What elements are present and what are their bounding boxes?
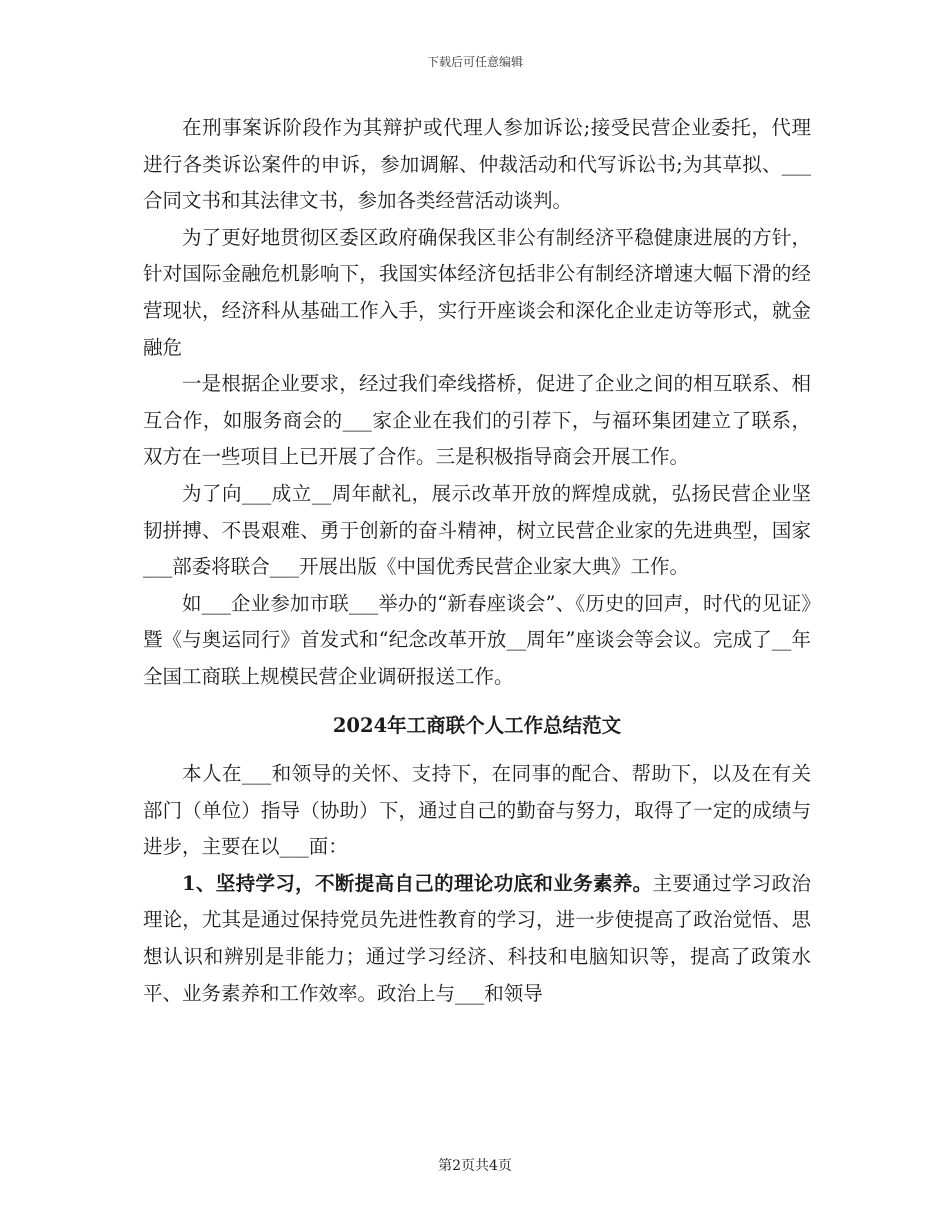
paragraph-point-1 bbox=[143, 866, 811, 1012]
page-header-note: 下载后可任意编辑 bbox=[426, 55, 523, 69]
document-body bbox=[143, 110, 811, 1012]
paragraph-meetings: 如___企业参加市联___举办的“新春座谈会”、《历史的回声，时代的见证》暨《与奥运同行》首发式和“纪念改革开放__周年”座谈会等会议。完成了__年全国工商联上规模民营企业调研报送工作。 bbox=[143, 591, 811, 688]
section-title: 2024年工商联个人工作总结范文 bbox=[332, 713, 622, 737]
paragraph-cooperation: 一是根据企业要求，经过我们牵线搭桥，促进了企业之间的相互联系、相互合作，如服务商会的___家企业在我们的引荐下，与福环集团建立了联系，双方在一些项目上已开展了合作。三是积极指导商会开展工作。 bbox=[143, 372, 811, 469]
point-1-body: 主要通过学习政治理论，尤其是通过保持党员先进性教育的学习，进一步使提高了政治觉悟、思想认识和辨别是非能力；通过学习经济、科技和电脑知识等，提高了政策水平、业务素养和工作效率。政治上与___和领导 bbox=[143, 871, 811, 1005]
paragraph-intro: 本人在___和领导的关怀、支持下，在同事的配合、帮助下，以及在有关部门（单位）指导（协助）下，通过自己的勤奋与努力，取得了一定的成绩与进步，主要在以___面： bbox=[143, 762, 811, 859]
page-number: 第2页共4页 bbox=[438, 1158, 512, 1174]
paragraph-policy: 为了更好地贯彻区委区政府确保我区非公有制经济平稳健康进展的方针，针对国际金融危机影响下，我国实体经济包括非公有制经济增速大幅下滑的经营现状，经济科从基础工作入手，实行开座谈会和深化企业走访等形式，就金融危 bbox=[143, 225, 811, 359]
point-1-heading: 1、坚持学习，不断提高自己的理论功底和业务素养。 bbox=[182, 871, 653, 895]
paragraph-anniversary: 为了向___成立__周年献礼，展示改革开放的辉煌成就，弘扬民营企业坚韧拼搏、不畏艰难、勇于创新的奋斗精神，树立民营企业家的先进典型，国家___部委将联合___开展出版《中国优秀民营企业家大典》工作。 bbox=[143, 481, 811, 579]
paragraph-litigation: 在刑事案诉阶段作为其辩护或代理人参加诉讼;接受民营企业委托，代理进行各类诉讼案件的申诉，参加调解、仲裁活动和代写诉讼书;为其草拟、___合同文书和其法律文书，参加各类经营活动谈判。 bbox=[143, 116, 811, 213]
